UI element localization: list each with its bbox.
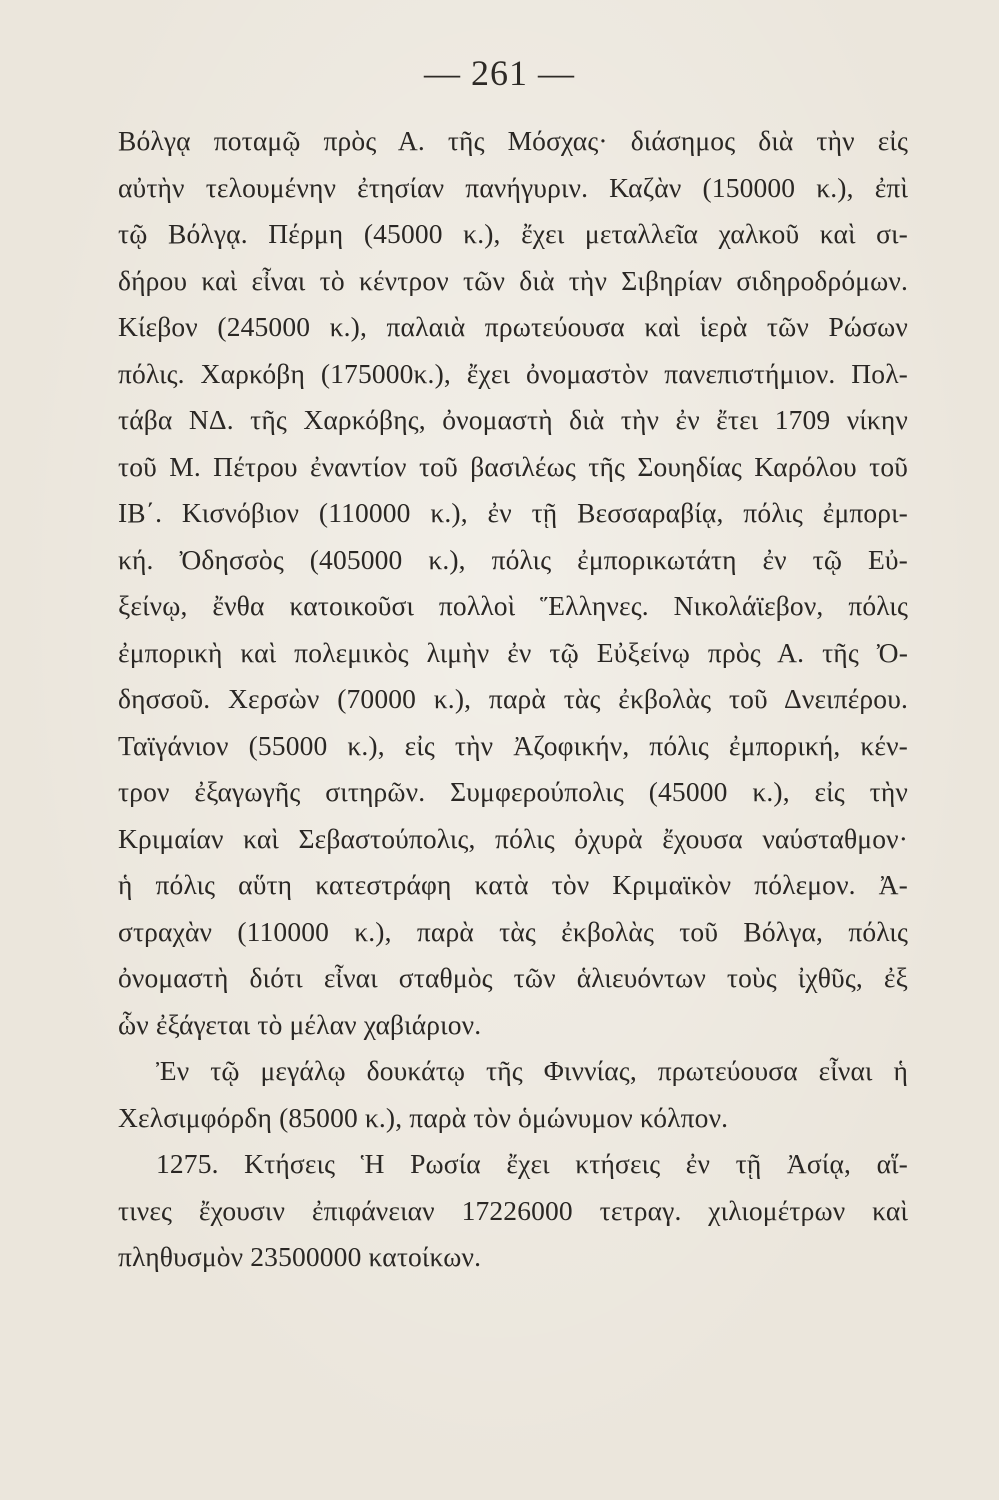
text-line: πόλις. Χαρκόβη (175000κ.), ἔχει ὀνομαστὸν πανεπιστήμιον. Πολ- [118,357,908,389]
body-text [118,118,908,1281]
text-line: ΙΒ΄. Κισνόβιον (110000 κ.), ἐν τῇ Βεσσαραβίᾳ, πόλις ἐμπορι- [118,497,908,528]
text-line: πληθυσμὸν 23500000 κατοίκων. [118,1241,482,1272]
text-line: τῷ Βόλγᾳ. Πέρμη (45000 κ.), ἔχει μεταλλεῖα χαλκοῦ καὶ σι- [118,218,908,249]
text-line: τινες ἔχουσιν ἐπιφάνειαν 17226000 τετραγ. χιλιομέτρων καὶ [118,1194,908,1226]
text-line: τάβα ΝΔ. τῆς Χαρκόβης, ὀνομαστὴ διὰ τὴν ἐν ἔτει 1709 νίκην [118,404,908,435]
text-line: ὀνομαστὴ διότι εἶναι σταθμὸς τῶν ἁλιευόντων τοὺς ἰχθῦς, ἐξ [118,962,908,993]
text-line: στραχὰν (110000 κ.), παρὰ τὰς ἐκβολὰς τοῦ Βόλγα, πόλις [118,915,908,947]
page-number: — 261 — [424,53,575,93]
text-line: κή. Ὀδησσὸς (405000 κ.), πόλις ἐμπορικωτάτη ἐν τῷ Εὐ- [118,543,908,575]
text-line: ξείνῳ, ἔνθα κατοικοῦσι πολλοὶ Ἕλληνες. Νικολάϊεβον, πόλις [118,590,908,621]
text-line: ἡ πόλις αὕτη κατεστράφη κατὰ τὸν Κριμαϊκὸν πόλεμον. Ἀ- [118,869,908,900]
text-line: Κίεβον (245000 κ.), παλαιὰ πρωτεύουσα καὶ ἱερὰ τῶν Ρώσων [118,311,908,342]
text-line: Κριμαίαν καὶ Σεβαστούπολις, πόλις ὀχυρὰ ἔχουσα ναύσταθμον· [118,822,908,854]
text-line: τρον ἐξαγωγῆς σιτηρῶν. Συμφερούπολις (45000 κ.), εἰς τὴν [118,776,908,807]
text-line: αὐτὴν τελουμένην ἐτησίαν πανήγυριν. Καζὰν (150000 κ.), ἐπὶ [118,171,908,203]
text-line: Ἐν τῷ μεγάλῳ δουκάτῳ τῆς Φιννίας, πρωτεύουσα εἶναι ἡ [156,1055,908,1086]
text-line: 1275. Κτήσεις Ἡ Ρωσία ἔχει κτήσεις ἐν τῇ Ἀσίᾳ, αἵ- [156,1148,908,1179]
text-line: Χελσιμφόρδη (85000 κ.), παρὰ τὸν ὁμώνυμον κόλπον. [118,1101,729,1133]
text-line: τοῦ Μ. Πέτρου ἐναντίον τοῦ βασιλέως τῆς Σουηδίας Καρόλου τοῦ [118,450,908,482]
text-line: ἐμπορικὴ καὶ πολεμικὸς λιμὴν ἐν τῷ Εὐξείνῳ πρὸς Α. τῆς Ὀ- [118,636,908,668]
text-line: δησσοῦ. Χερσὼν (70000 κ.), παρὰ τὰς ἐκβολὰς τοῦ Δνειπέρου. [118,683,908,714]
text-line: Βόλγᾳ ποταμῷ πρὸς Α. τῆς Μόσχας· διάσημος διὰ τὴν εἰς [118,125,908,156]
text-line: ὧν ἐξάγεται τὸ μέλαν χαβιάριον. [118,1008,482,1040]
text-line: Ταϊγάνιον (55000 κ.), εἰς τὴν Ἀζοφικήν, πόλις ἐμπορική, κέν- [118,729,908,761]
text-line: δήρου καὶ εἶναι τὸ κέντρον τῶν διὰ τὴν Σιβηρίαν σιδηροδρόμων. [118,264,908,296]
